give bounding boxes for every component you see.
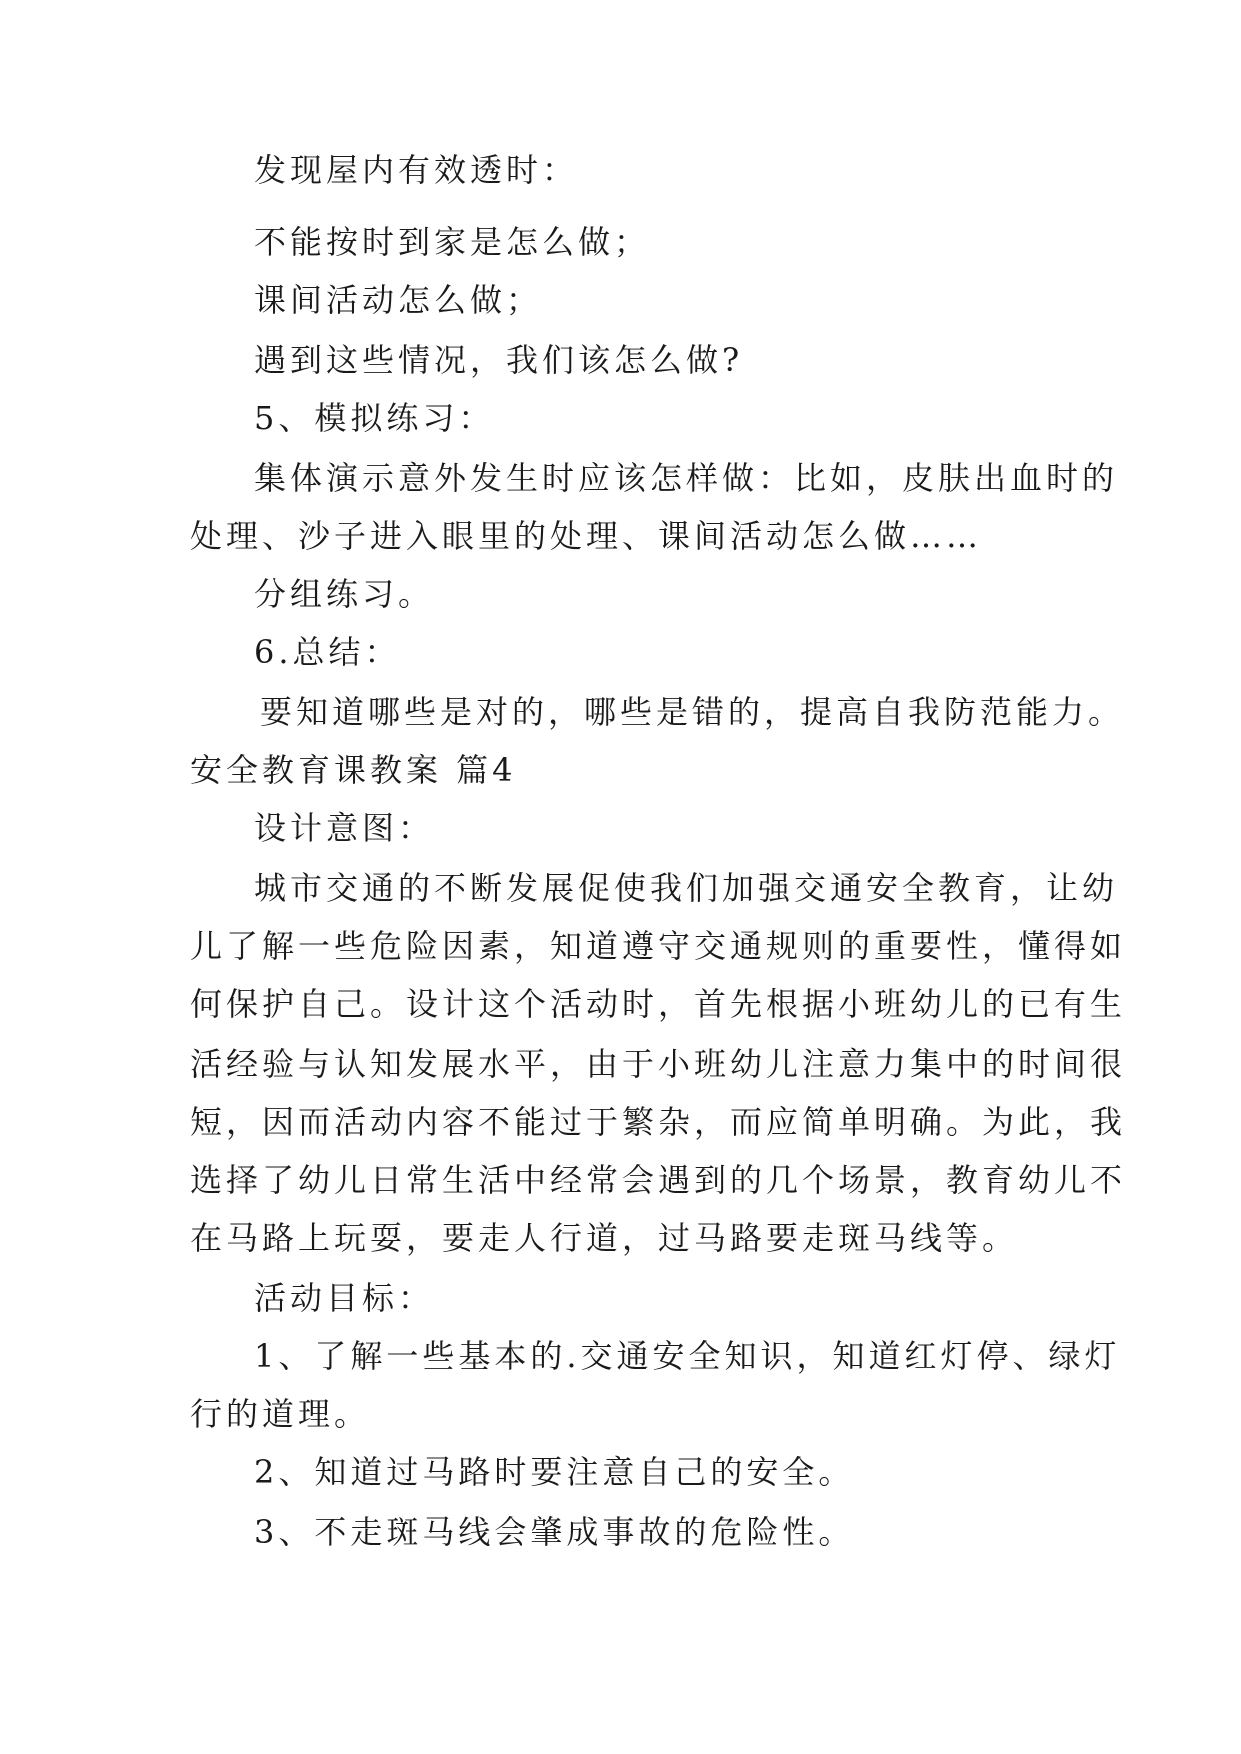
section-heading: 5、模拟练习： [254,399,495,437]
article-title: 安全教育课教案 篇4 [190,751,517,789]
list-item: 2、知道过马路时要注意自己的安全。 [254,1453,855,1491]
text-line: 要知道哪些是对的，哪些是错的，提高自我防范能力。 [260,693,1125,731]
text-line: 不能按时到家是怎么做； [254,223,651,261]
list-item: 1、了解一些基本的.交通安全知识，知道红灯停、绿灯 [254,1337,1121,1375]
text-line: 集体演示意外发生时应该怎样做：比如，皮肤出血时的 [254,459,1119,497]
text-line: 何保护自己。设计这个活动时，首先根据小班幼儿的已有生 [190,985,1127,1023]
text-line: 城市交通的不断发展促使我们加强交通安全教育，让幼 [254,869,1119,907]
section-heading: 6.总结： [254,633,401,671]
list-item: 3、不走斑马线会肇成事故的危险性。 [254,1513,855,1551]
text-line: 活经验与认知发展水平，由于小班幼儿注意力集中的时间很 [190,1045,1127,1083]
text-line: 短，因而活动内容不能过于繁杂，而应简单明确。为此，我 [190,1103,1127,1141]
text-line: 分组练习。 [254,575,435,613]
text-line: 课间活动怎么做； [254,281,543,319]
text-line: 处理、沙子进入眼里的处理、课间活动怎么做…… [190,517,983,555]
list-item-continuation: 行的道理。 [190,1395,371,1433]
section-heading: 设计意图： [254,809,435,847]
text-line: 选择了幼儿日常生活中经常会遇到的几个场景，教育幼儿不 [190,1161,1127,1199]
text-line: 在马路上玩耍，要走人行道，过马路要走斑马线等。 [190,1219,1019,1257]
section-heading: 活动目标： [254,1279,435,1317]
text-line: 发现屋内有效透时： [254,151,579,189]
text-line: 儿了解一些危险因素，知道遵守交通规则的重要性，懂得如 [190,927,1127,965]
text-line: 遇到这些情况，我们该怎么做? [254,341,744,379]
